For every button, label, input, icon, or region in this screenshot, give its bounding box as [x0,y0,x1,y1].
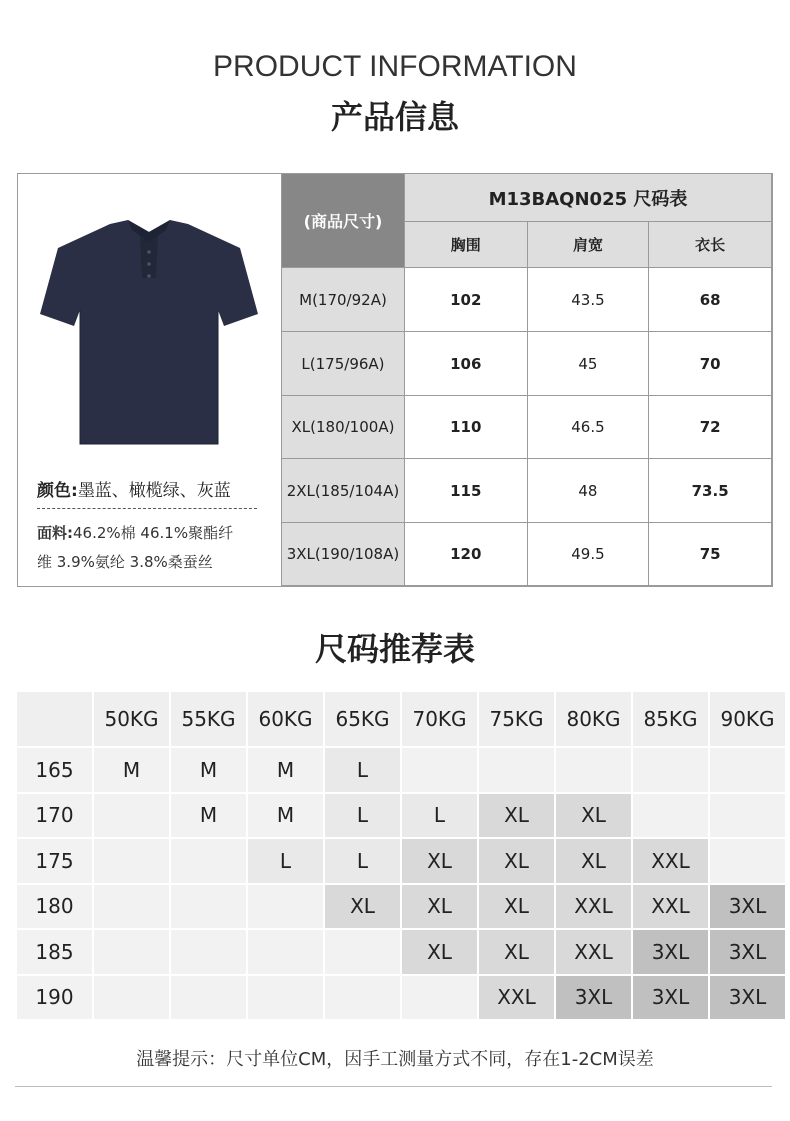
recommend-title: 尺码推荐表 [314,630,475,668]
chest-value: 110 [404,396,527,459]
size-cell: M [94,748,169,792]
size-cell: 3XL [710,930,785,974]
height-label: 190 [17,976,92,1020]
size-cell [171,839,246,883]
product-panel [18,174,281,586]
weight-header: 90KG [710,692,785,746]
size-cell [710,794,785,838]
size-cell [633,794,708,838]
shoulder-value: 43.5 [527,268,649,332]
size-cell: XL [402,930,477,974]
polo-shirt-image [40,218,258,448]
height-label: 165 [17,748,92,792]
size-cell [248,976,323,1020]
bottom-divider [15,1086,772,1087]
size-cell [94,930,169,974]
size-cell: XL [402,839,477,883]
weight-header: 55KG [171,692,246,746]
length-value: 70 [649,332,772,396]
size-cell [710,839,785,883]
size-cell [325,976,400,1020]
size-cell [94,794,169,838]
size-row-label: L(175/96A) [282,332,405,396]
size-cell [633,748,708,792]
size-cell [479,748,554,792]
fabric-info [37,522,233,543]
size-cell: XL [402,885,477,929]
size-cell: M [248,794,323,838]
title-english: PRODUCT INFORMATION [213,50,577,83]
size-column-header: (商品尺寸) [282,174,405,268]
size-cell [94,976,169,1020]
size-cell [171,885,246,929]
title-chinese: 产品信息 [330,98,459,136]
size-chart-title: M13BAQN025 尺码表 [404,174,771,222]
height-label: 180 [17,885,92,929]
size-cell: XL [479,930,554,974]
table-corner [17,692,92,746]
size-cell [94,839,169,883]
color-info [37,476,231,501]
color-label: 颜色: [37,481,78,501]
size-cell: L [325,794,400,838]
size-cell: XL [479,839,554,883]
size-cell: L [248,839,323,883]
chest-value: 106 [404,332,527,396]
size-cell: XXL [556,885,631,929]
size-cell: L [325,839,400,883]
size-cell: L [402,794,477,838]
size-cell: XL [479,885,554,929]
size-cell: 3XL [633,976,708,1020]
size-row-label: XL(180/100A) [282,396,405,459]
product-info-box [17,173,773,587]
size-cell: M [171,748,246,792]
fabric-value-line2: 维 3.9%氨纶 3.8%桑蚕丝 [37,553,213,571]
size-cell: XL [479,794,554,838]
column-header-length: 衣长 [649,222,772,268]
size-cell [248,930,323,974]
size-row-label: M(170/92A) [282,268,405,332]
size-cell [171,930,246,974]
shoulder-value: 45 [527,332,649,396]
size-cell [402,748,477,792]
chest-value: 102 [404,268,527,332]
weight-header: 85KG [633,692,708,746]
column-header-chest: 胸围 [404,222,527,268]
color-value: 墨蓝、橄榄绿、灰蓝 [77,481,231,501]
size-cell: 3XL [710,885,785,929]
column-header-shoulder: 肩宽 [527,222,649,268]
size-cell [248,885,323,929]
fabric-label: 面料: [37,524,73,542]
size-cell [556,748,631,792]
size-cell: 3XL [556,976,631,1020]
size-cell [402,976,477,1020]
size-cell: XXL [633,839,708,883]
height-label: 175 [17,839,92,883]
weight-header: 80KG [556,692,631,746]
size-row-label: 3XL(190/108A) [282,523,405,586]
size-cell: XL [556,839,631,883]
size-cell [710,748,785,792]
size-cell: L [325,748,400,792]
height-label: 170 [17,794,92,838]
length-value: 75 [649,523,772,586]
size-cell: 3XL [633,930,708,974]
shoulder-value: 49.5 [527,523,649,586]
size-cell: M [248,748,323,792]
chest-value: 115 [404,459,527,523]
length-value: 68 [649,268,772,332]
weight-header: 75KG [479,692,554,746]
length-value: 72 [649,396,772,459]
size-cell: 3XL [710,976,785,1020]
weight-header: 65KG [325,692,400,746]
fabric-value-line1: 46.2%棉 46.1%聚酯纤 [73,524,234,542]
weight-header: 70KG [402,692,477,746]
weight-header: 60KG [248,692,323,746]
shoulder-value: 46.5 [527,396,649,459]
size-cell [325,930,400,974]
size-row-label: 2XL(185/104A) [282,459,405,523]
height-label: 185 [17,930,92,974]
size-cell: XXL [556,930,631,974]
size-chart-table [281,173,772,586]
size-cell [171,976,246,1020]
chest-value: 120 [404,523,527,586]
size-recommend-table [15,690,787,1021]
length-value: 73.5 [649,459,772,523]
measurement-note: 温馨提示：尺寸单位CM，因手工测量方式不同，存在1-2CM误差 [136,1049,654,1070]
size-cell: XL [325,885,400,929]
size-cell: XXL [479,976,554,1020]
shoulder-value: 48 [527,459,649,523]
weight-header: 50KG [94,692,169,746]
size-cell: M [171,794,246,838]
size-cell: XXL [633,885,708,929]
size-cell: XL [556,794,631,838]
size-cell [94,885,169,929]
divider [37,508,257,509]
